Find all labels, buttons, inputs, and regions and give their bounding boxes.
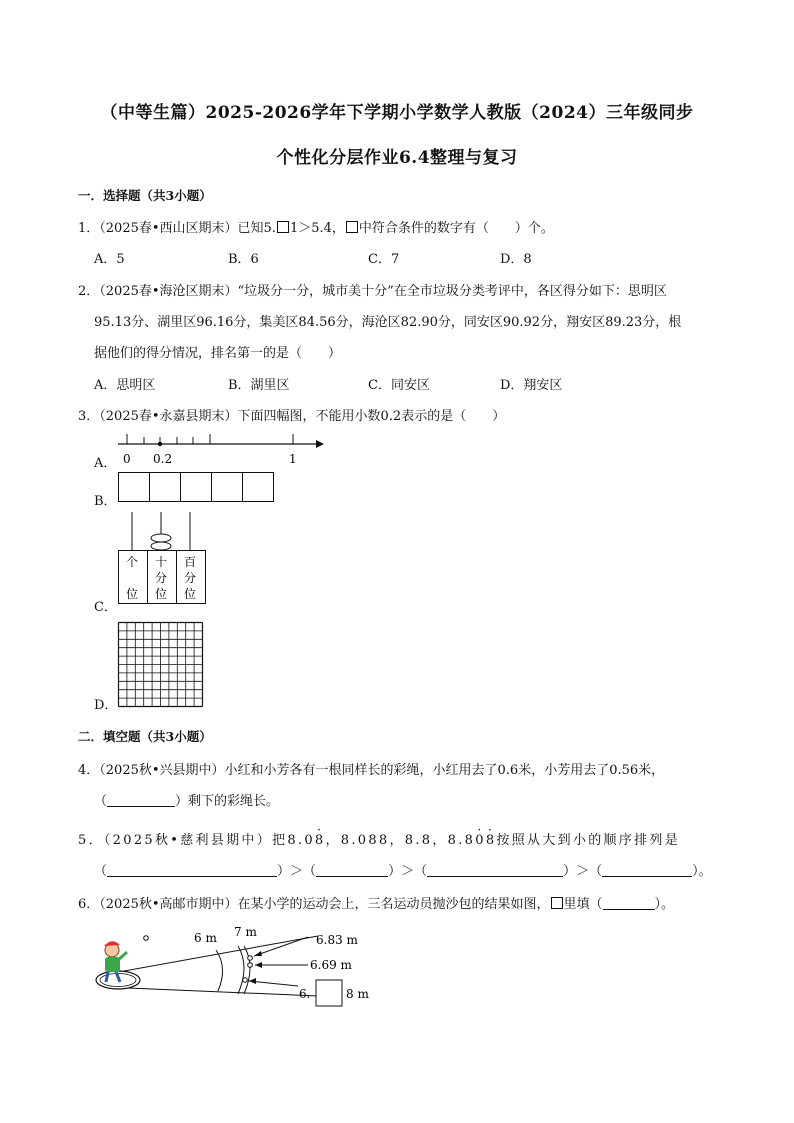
abacus-label-shi: 十 bbox=[155, 555, 168, 569]
q2-option-a[interactable]: A．思明区 bbox=[94, 378, 156, 393]
abacus-label-wei-3: 位 bbox=[184, 587, 197, 601]
paren-close: ） bbox=[692, 864, 699, 879]
abacus-figure bbox=[118, 512, 210, 608]
question-2-line-3: 据他们的得分情况，排名第一的是（ ） bbox=[94, 346, 342, 361]
answer-blank-q5-4[interactable] bbox=[602, 864, 692, 877]
page-subtitle: 个性化分层作业6.4整理与复习 bbox=[276, 148, 518, 168]
q3-option-c-label[interactable]: C． bbox=[94, 600, 117, 615]
q1-option-a[interactable]: A．5 bbox=[94, 252, 125, 267]
repeating-digit: 8 · bbox=[486, 833, 497, 848]
repeating-digit: 8 · bbox=[315, 833, 326, 848]
q6-text-mid: 里填（ bbox=[563, 897, 603, 912]
question-4-line-1: 4．（2025秋•兴县期中）小红和小芳各有一根同样长的彩绳，小红用去了0.6米，小芳用去了0.56米， bbox=[78, 763, 665, 778]
q1-option-d[interactable]: D．8 bbox=[500, 252, 532, 267]
abacus-label-fen-1: 分 bbox=[155, 571, 168, 585]
answer-box[interactable] bbox=[316, 980, 342, 1006]
section-heading-choice: 一．选择题（共3小题） bbox=[78, 188, 212, 203]
sandbag-throw-figure bbox=[94, 922, 384, 1012]
answer-blank-q4[interactable] bbox=[107, 794, 175, 807]
hundred-grid-figure bbox=[118, 622, 204, 708]
answer-blank-q5-3[interactable] bbox=[427, 864, 563, 877]
q1-text-mid: 1＞5.4， bbox=[289, 221, 345, 236]
abacus-label-fen-2: 分 bbox=[184, 571, 197, 585]
q1-text-post: 中符合条件的数字有（ ）个。 bbox=[358, 221, 554, 236]
q2-option-d[interactable]: D．翔安区 bbox=[500, 378, 563, 393]
answer-blank-q6[interactable] bbox=[603, 897, 655, 910]
q6-text-end: ）。 bbox=[654, 897, 675, 912]
abacus-label-wei-1: 位 bbox=[126, 587, 139, 601]
q2-option-b[interactable]: B．湖里区 bbox=[228, 378, 290, 393]
question-2-line-1: 2．（2025春•海沧区期末）“垃圾分一分，城市美十分”在全市垃圾分类考评中，各区得分如下：思明区 bbox=[78, 284, 667, 299]
abacus-label-ge: 个 bbox=[126, 555, 139, 569]
paren-open: （ bbox=[94, 864, 108, 879]
question-5-line-1 bbox=[78, 829, 680, 848]
paren-open: （ bbox=[414, 864, 428, 879]
greater-than-sign: ＞ bbox=[290, 864, 304, 879]
paren-close: ） bbox=[388, 864, 402, 879]
greater-than-sign: ＞ bbox=[576, 864, 590, 879]
q3-option-d-label[interactable]: D． bbox=[94, 698, 118, 713]
page-title: （中等生篇）2025-2026学年下学期小学数学人教版（2024）三年级同步 bbox=[100, 103, 694, 123]
q1-option-c[interactable]: C．7 bbox=[368, 252, 400, 267]
paren-open: （ bbox=[303, 864, 317, 879]
five-boxes-figure bbox=[118, 472, 278, 504]
tick-label-0-2: 0.2 bbox=[153, 452, 173, 466]
q6-text-pre: 6．（2025秋•高邮市期中）在某小学的运动会上，三名运动员抛沙包的结果如图， bbox=[78, 897, 550, 912]
label-6-69m: 6.69 m bbox=[310, 958, 352, 972]
label-7m: 7 m bbox=[234, 925, 257, 939]
q1-option-b[interactable]: B．6 bbox=[228, 252, 259, 267]
question-6 bbox=[78, 893, 674, 912]
q4-text-post: ）剩下的彩绳长。 bbox=[175, 794, 280, 809]
q3-option-a-label[interactable]: A． bbox=[94, 456, 117, 471]
q5-text-post: 按照从大到小的顺序排列是 bbox=[496, 833, 681, 848]
label-6-83m: 6.83 m bbox=[316, 933, 358, 947]
q1-text-pre: 1．（2025春•西山区期末）已知5. bbox=[78, 221, 276, 236]
answer-blank-q5-1[interactable] bbox=[107, 864, 277, 877]
greater-than-sign: ＞ bbox=[401, 864, 415, 879]
question-5-line-2 bbox=[94, 860, 712, 879]
label-6-prefix: 6. bbox=[299, 987, 311, 1001]
label-6m: 6 m bbox=[194, 931, 217, 945]
q5-text-pre: 5．（2025秋•慈利县期中）把8.0 bbox=[78, 833, 315, 848]
paren-open: （ bbox=[94, 794, 108, 809]
period: 。 bbox=[698, 864, 712, 879]
paren-close: ） bbox=[563, 864, 577, 879]
answer-blank-q5-2[interactable] bbox=[316, 864, 388, 877]
abacus-label-bai: 百 bbox=[184, 555, 197, 569]
label-8m-suffix: 8 m bbox=[346, 987, 369, 1001]
tick-label-0: 0 bbox=[123, 452, 131, 466]
paren-open: （ bbox=[589, 864, 603, 879]
q5-text-mid: ，8.088，8.8，8.8 bbox=[325, 833, 476, 848]
q3-option-b-label[interactable]: B． bbox=[94, 494, 117, 509]
blank-box-icon bbox=[346, 221, 358, 233]
question-2-line-2: 95.13分、湖里区96.16分，集美区84.56分，海沧区82.90分，同安区90.92分，翔安区89.23分，根 bbox=[94, 315, 682, 330]
repeating-digit: 0 · bbox=[475, 833, 486, 848]
question-4-line-2 bbox=[94, 790, 279, 809]
q2-option-c[interactable]: C．同安区 bbox=[368, 378, 430, 393]
abacus-label-wei-2: 位 bbox=[155, 587, 168, 601]
paren-close: ） bbox=[277, 864, 291, 879]
section-heading-fill: 二．填空题（共3小题） bbox=[78, 729, 212, 744]
blank-box-icon bbox=[551, 897, 563, 909]
question-3: 3．（2025春•永嘉县期末）下面四幅图，不能用小数0.2表示的是（ ） bbox=[78, 409, 506, 424]
blank-box-icon bbox=[277, 221, 289, 233]
number-line-figure bbox=[118, 430, 328, 470]
question-1 bbox=[78, 217, 554, 236]
tick-label-1: 1 bbox=[289, 452, 297, 466]
